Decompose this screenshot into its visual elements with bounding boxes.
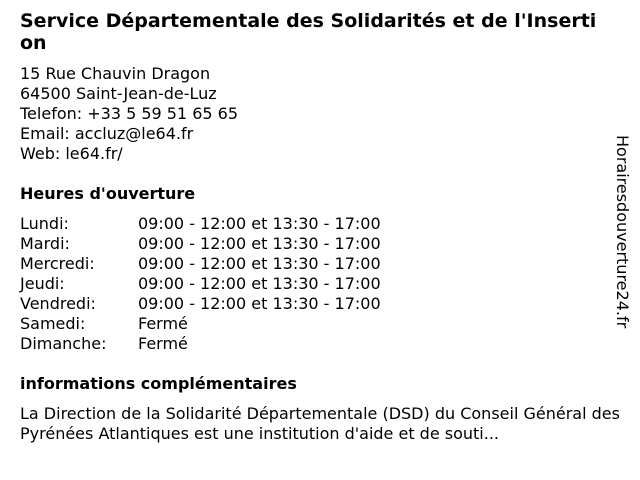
hours-table <box>20 214 632 354</box>
hours-row <box>20 214 632 234</box>
hours-time: 09:00 - 12:00 et 13:30 - 17:00 <box>138 294 381 313</box>
hours-row <box>20 294 632 314</box>
hours-day: Lundi: <box>20 214 69 233</box>
address-block <box>20 64 632 164</box>
hours-day: Mardi: <box>20 234 70 253</box>
address-email: Email: accluz@le64.fr <box>20 124 194 143</box>
hours-heading: Heures d'ouverture <box>20 184 196 203</box>
hours-row <box>20 334 632 354</box>
hours-day: Samedi: <box>20 314 86 333</box>
hours-time: 09:00 - 12:00 et 13:30 - 17:00 <box>138 254 381 273</box>
hours-row <box>20 254 632 274</box>
hours-day: Jeudi: <box>20 274 65 293</box>
info-text: La Direction de la Solidarité Départementale (DSD) du Conseil Général des Pyrénées Atlantiques est une institution d'aide et de souti... <box>20 404 620 443</box>
site-watermark: Horairesdouverture24.fr <box>613 135 632 329</box>
hours-row <box>20 234 632 254</box>
address-web: Web: le64.fr/ <box>20 144 123 163</box>
address-street: 15 Rue Chauvin Dragon <box>20 64 211 83</box>
hours-day: Mercredi: <box>20 254 95 273</box>
hours-row <box>20 274 632 294</box>
hours-day: Dimanche: <box>20 334 107 353</box>
address-phone: Telefon: +33 5 59 51 65 65 <box>20 104 239 123</box>
hours-time: 09:00 - 12:00 et 13:30 - 17:00 <box>138 234 381 253</box>
info-heading: informations complémentaires <box>20 374 297 393</box>
business-card <box>20 10 632 444</box>
hours-day: Vendredi: <box>20 294 96 313</box>
page-title: Service Départementale des Solidarités et de l'Insertion <box>20 10 597 54</box>
address-city: 64500 Saint-Jean-de-Luz <box>20 84 217 103</box>
hours-time: Fermé <box>138 314 188 333</box>
hours-time: 09:00 - 12:00 et 13:30 - 17:00 <box>138 214 381 233</box>
hours-time: Fermé <box>138 334 188 353</box>
hours-row <box>20 314 632 334</box>
hours-time: 09:00 - 12:00 et 13:30 - 17:00 <box>138 274 381 293</box>
